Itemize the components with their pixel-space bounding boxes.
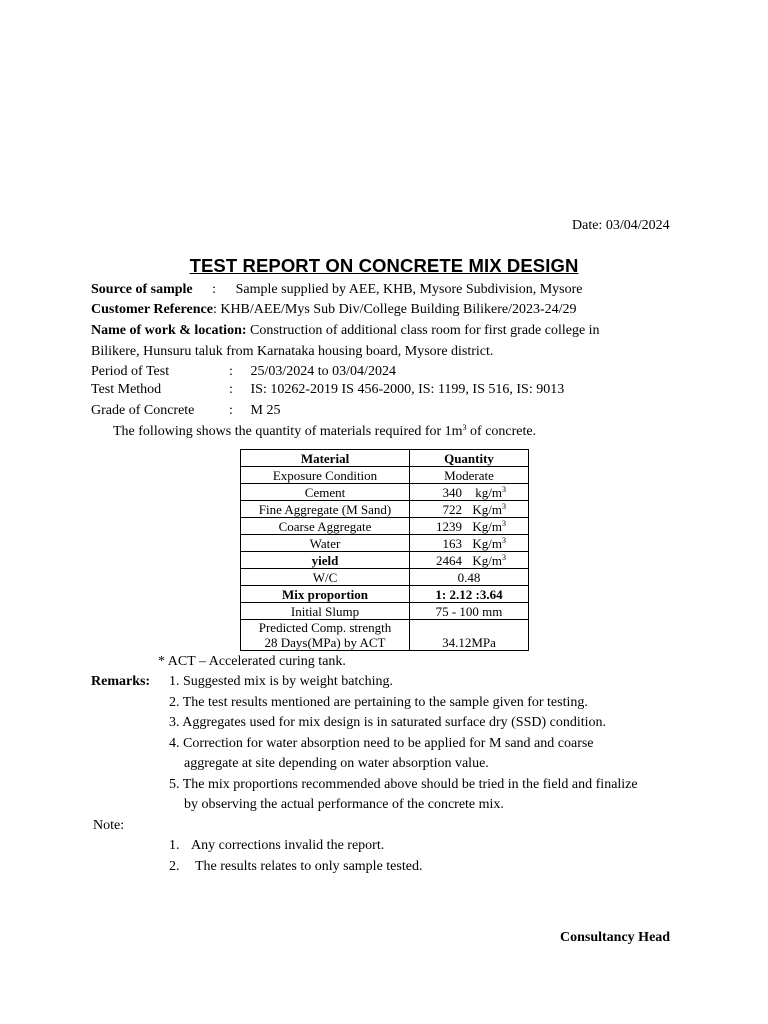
header-material: Material: [241, 450, 410, 467]
table-row: [241, 586, 529, 603]
grade-label: Grade of Concrete: [91, 403, 195, 418]
table-row: [241, 569, 529, 586]
remark-2: 2. The test results mentioned are pertaining to the sample given for testing.: [169, 695, 588, 710]
mix-proportion-label: Mix proportion: [241, 586, 410, 603]
table-header-row: [241, 450, 529, 467]
period-colon: :: [229, 364, 233, 379]
note-2-text: The results relates to only sample tested.: [195, 859, 423, 874]
fine-qty: 722: [442, 501, 462, 517]
work-value-line1: Construction of additional class room for first grade college in: [250, 323, 600, 338]
table-row: [241, 620, 529, 651]
source-label: Source of sample: [91, 282, 193, 297]
water-unit-sup: 3: [502, 535, 506, 545]
period-value: 25/03/2024 to 03/04/2024: [250, 364, 396, 379]
remark-5-line1: 5. The mix proportions recommended above should be tried in the field and finalize: [169, 777, 638, 792]
table-row: [241, 467, 529, 484]
table-row: [241, 484, 529, 501]
fine-aggregate-label: Fine Aggregate (M Sand): [241, 501, 410, 518]
cement-qty: 340: [442, 484, 462, 500]
slump-value: 75 - 100 mm: [410, 603, 529, 620]
coarse-aggregate-quantity: [410, 518, 529, 535]
work-label: Name of work & location:: [91, 323, 247, 338]
yield-qty: 2464: [436, 552, 462, 568]
intro-sup: 3: [462, 423, 467, 432]
test-method-row: [91, 382, 564, 398]
note-label: Note:: [93, 818, 125, 833]
water-quantity: [410, 535, 529, 552]
remark-4-line2: aggregate at site depending on water absorption value.: [184, 756, 489, 771]
coarse-aggregate-label: Coarse Aggregate: [241, 518, 410, 535]
intro-text: [113, 424, 536, 440]
remarks-label: Remarks:: [91, 674, 151, 689]
grade-row: [91, 403, 280, 419]
note-2-num: 2.: [169, 859, 180, 874]
method-colon: :: [229, 382, 233, 397]
intro-after: of concrete.: [466, 424, 537, 439]
slump-label: Initial Slump: [241, 603, 410, 620]
fine-aggregate-quantity: [410, 501, 529, 518]
note-2: [169, 859, 422, 875]
water-unit: Kg/m: [472, 535, 502, 551]
customer-label: Customer Reference: [91, 302, 213, 317]
strength-label: [241, 620, 410, 651]
fine-unit: Kg/m: [472, 501, 502, 517]
source-colon: :: [212, 282, 217, 297]
yield-unit-sup: 3: [502, 552, 506, 562]
note-1: [169, 838, 384, 854]
coarse-unit-sup: 3: [502, 518, 506, 528]
water-label: Water: [241, 535, 410, 552]
coarse-qty: 1239: [436, 518, 462, 534]
table-row: [241, 518, 529, 535]
customer-colon: :: [212, 302, 217, 317]
customer-value: KHB/AEE/Mys Sub Div/College Building Bilikere/2023-24/29: [220, 302, 577, 317]
intro-before: The following shows the quantity of materials required for 1m: [113, 424, 463, 439]
exposure-label: Exposure Condition: [241, 467, 410, 484]
strength-value: 34.12MPa: [410, 620, 529, 651]
source-of-sample-row: [91, 282, 583, 298]
period-label: Period of Test: [91, 364, 170, 379]
act-footnote: * ACT – Accelerated curing tank.: [158, 654, 346, 669]
coarse-unit: Kg/m: [472, 518, 502, 534]
strength-label-line2: 28 Days(MPa) by ACT: [264, 635, 386, 650]
remark-3: 3. Aggregates used for mix design is in saturated surface dry (SSD) condition.: [169, 715, 607, 730]
yield-quantity: [410, 552, 529, 569]
remark-5-line2: by observing the actual performance of the concrete mix.: [184, 797, 504, 812]
fine-unit-sup: 3: [502, 501, 506, 511]
yield-unit: Kg/m: [472, 552, 502, 568]
period-row: [91, 364, 396, 380]
title-text: TEST REPORT ON CONCRETE MIX DESIGN: [189, 255, 579, 276]
method-value: IS: 10262-2019 IS 456-2000, IS: 1199, IS 516, IS: 9013: [250, 382, 565, 397]
note-1-num: 1.: [169, 838, 180, 853]
report-date: Date: 03/04/2024: [572, 218, 670, 233]
mix-proportion-value: 1: 2.12 :3.64: [410, 586, 529, 603]
source-value: Sample supplied by AEE, KHB, Mysore Subdivision, Mysore: [235, 282, 583, 297]
page-title: [0, 255, 768, 277]
customer-reference-row: [91, 302, 577, 318]
cement-unit-sup: 3: [502, 484, 506, 494]
note-1-text: Any corrections invalid the report.: [191, 838, 385, 853]
cement-label: Cement: [241, 484, 410, 501]
method-label: Test Method: [91, 382, 162, 397]
signature-consultancy-head: Consultancy Head: [560, 930, 671, 945]
strength-label-line1: Predicted Comp. strength: [258, 620, 392, 635]
cement-unit: kg/m: [475, 484, 502, 500]
grade-value: M 25: [250, 403, 281, 418]
grade-colon: :: [229, 403, 233, 418]
remark-1: 1. Suggested mix is by weight batching.: [169, 674, 393, 689]
wc-value: 0.48: [410, 569, 529, 586]
mix-design-table: [240, 449, 529, 651]
cement-quantity: [410, 484, 529, 501]
yield-label: yield: [241, 552, 410, 569]
work-location-row: [91, 323, 600, 339]
exposure-value: Moderate: [410, 467, 529, 484]
header-quantity: Quantity: [410, 450, 529, 467]
work-value-line2: Bilikere, Hunsuru taluk from Karnataka housing board, Mysore district.: [91, 344, 494, 359]
remark-4-line1: 4. Correction for water absorption need to be applied for M sand and coarse: [169, 736, 594, 751]
table-row: [241, 603, 529, 620]
table-row: [241, 552, 529, 569]
table-row: [241, 535, 529, 552]
wc-label: W/C: [241, 569, 410, 586]
water-qty: 163: [442, 535, 462, 551]
table-row: [241, 501, 529, 518]
